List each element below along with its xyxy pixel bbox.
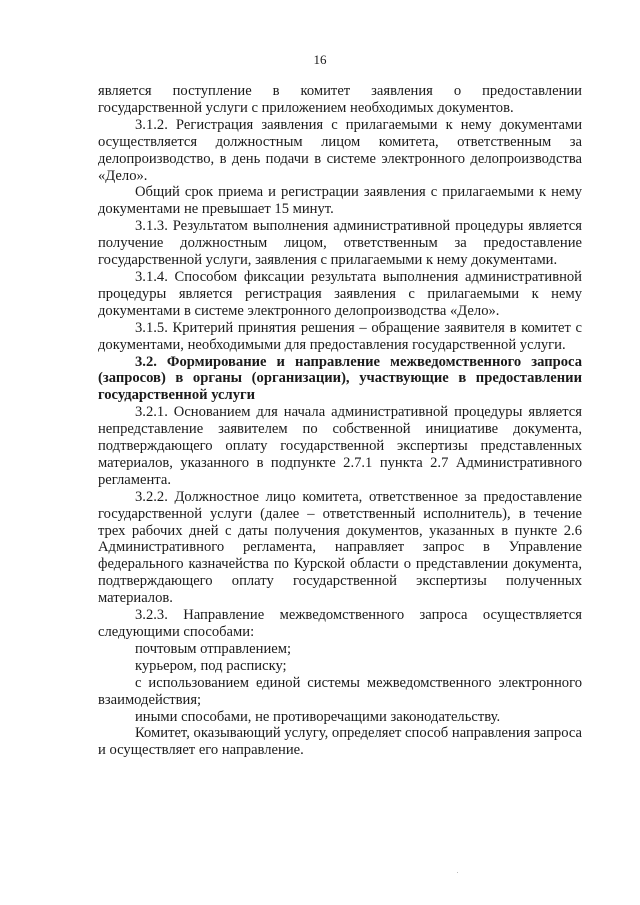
paragraph-total-time: Общий срок приема и регистрации заявления с прилагаемыми к нему документами не превышает 15 минут. [98, 184, 582, 218]
list-item-courier: курьером, под расписку; [135, 657, 287, 674]
paragraph-3-1-5: 3.1.5. Критерий принятия решения – обращение заявителя в комитет с документами, необходимыми для предоставления государственной услуги. [98, 319, 582, 353]
paragraph-3-1-2: 3.1.2. Регистрация заявления с прилагаемыми к нему документами осуществляется должностным лицом комитета, ответственным за делопроизводство, в день подачи в системе электронного делопроизводства «Дело». [98, 116, 582, 184]
page-number: 16 [313, 52, 327, 67]
paragraph-continuation: является поступление в комитет заявления о предоставлении государственной услуги с приложением необходимых документов. [98, 83, 582, 116]
list-item-electronic: с использованием единой системы межведомственного электронного взаимодействия; [98, 674, 582, 708]
paragraph-3-1-3: 3.1.3. Результатом выполнения административной процедуры является получение должностным лицом, ответственным за предоставление государственной услуги, заявления с прилагаемыми к нему документами. [98, 218, 582, 269]
list-item-post: почтовым отправлением; [135, 640, 292, 657]
paragraph-3-1-4: 3.1.4. Способом фиксации результата выполнения административной процедуры является регистрация заявления с прилагаемыми к нему документами в системе электронного делопроизводства «Дело». [98, 268, 582, 319]
paragraph-3-2-1: 3.2.1. Основанием для начала административной процедуры является непредставление заявителем по собственной инициативе документа, подтверждающего оплату государственной экспертизы представленных материалов, указанного в подпункте 2.7.1 пункта 2.7 Административного регламента. [98, 404, 582, 488]
document-body [98, 83, 582, 759]
paragraph-3-2-2: 3.2.2. Должностное лицо комитета, ответственное за предоставление государственной услуги (далее – ответственный исполнитель), в течение трех рабочих дней с даты получения документов, указанных в пункте 2.6 Административного регламента, направляет запрос в Управление федерального казначейства по Курской области о представлении документа, подтверждающего оплату государственной экспертизы полученных материалов. [98, 488, 582, 607]
scan-speck [457, 872, 458, 873]
list-item-other: иными способами, не противоречащими законодательству. [135, 708, 501, 725]
section-heading-3-2: 3.2. Формирование и направление межведомственного запроса (запросов) в органы (организации), участвующие в предоставлении государственной услуги [98, 353, 582, 404]
paragraph-committee-method: Комитет, оказывающий услугу, определяет способ направления запроса и осуществляет его направление. [98, 725, 582, 759]
paragraph-3-2-3: 3.2.3. Направление межведомственного запроса осуществляется следующими способами: [98, 607, 582, 640]
